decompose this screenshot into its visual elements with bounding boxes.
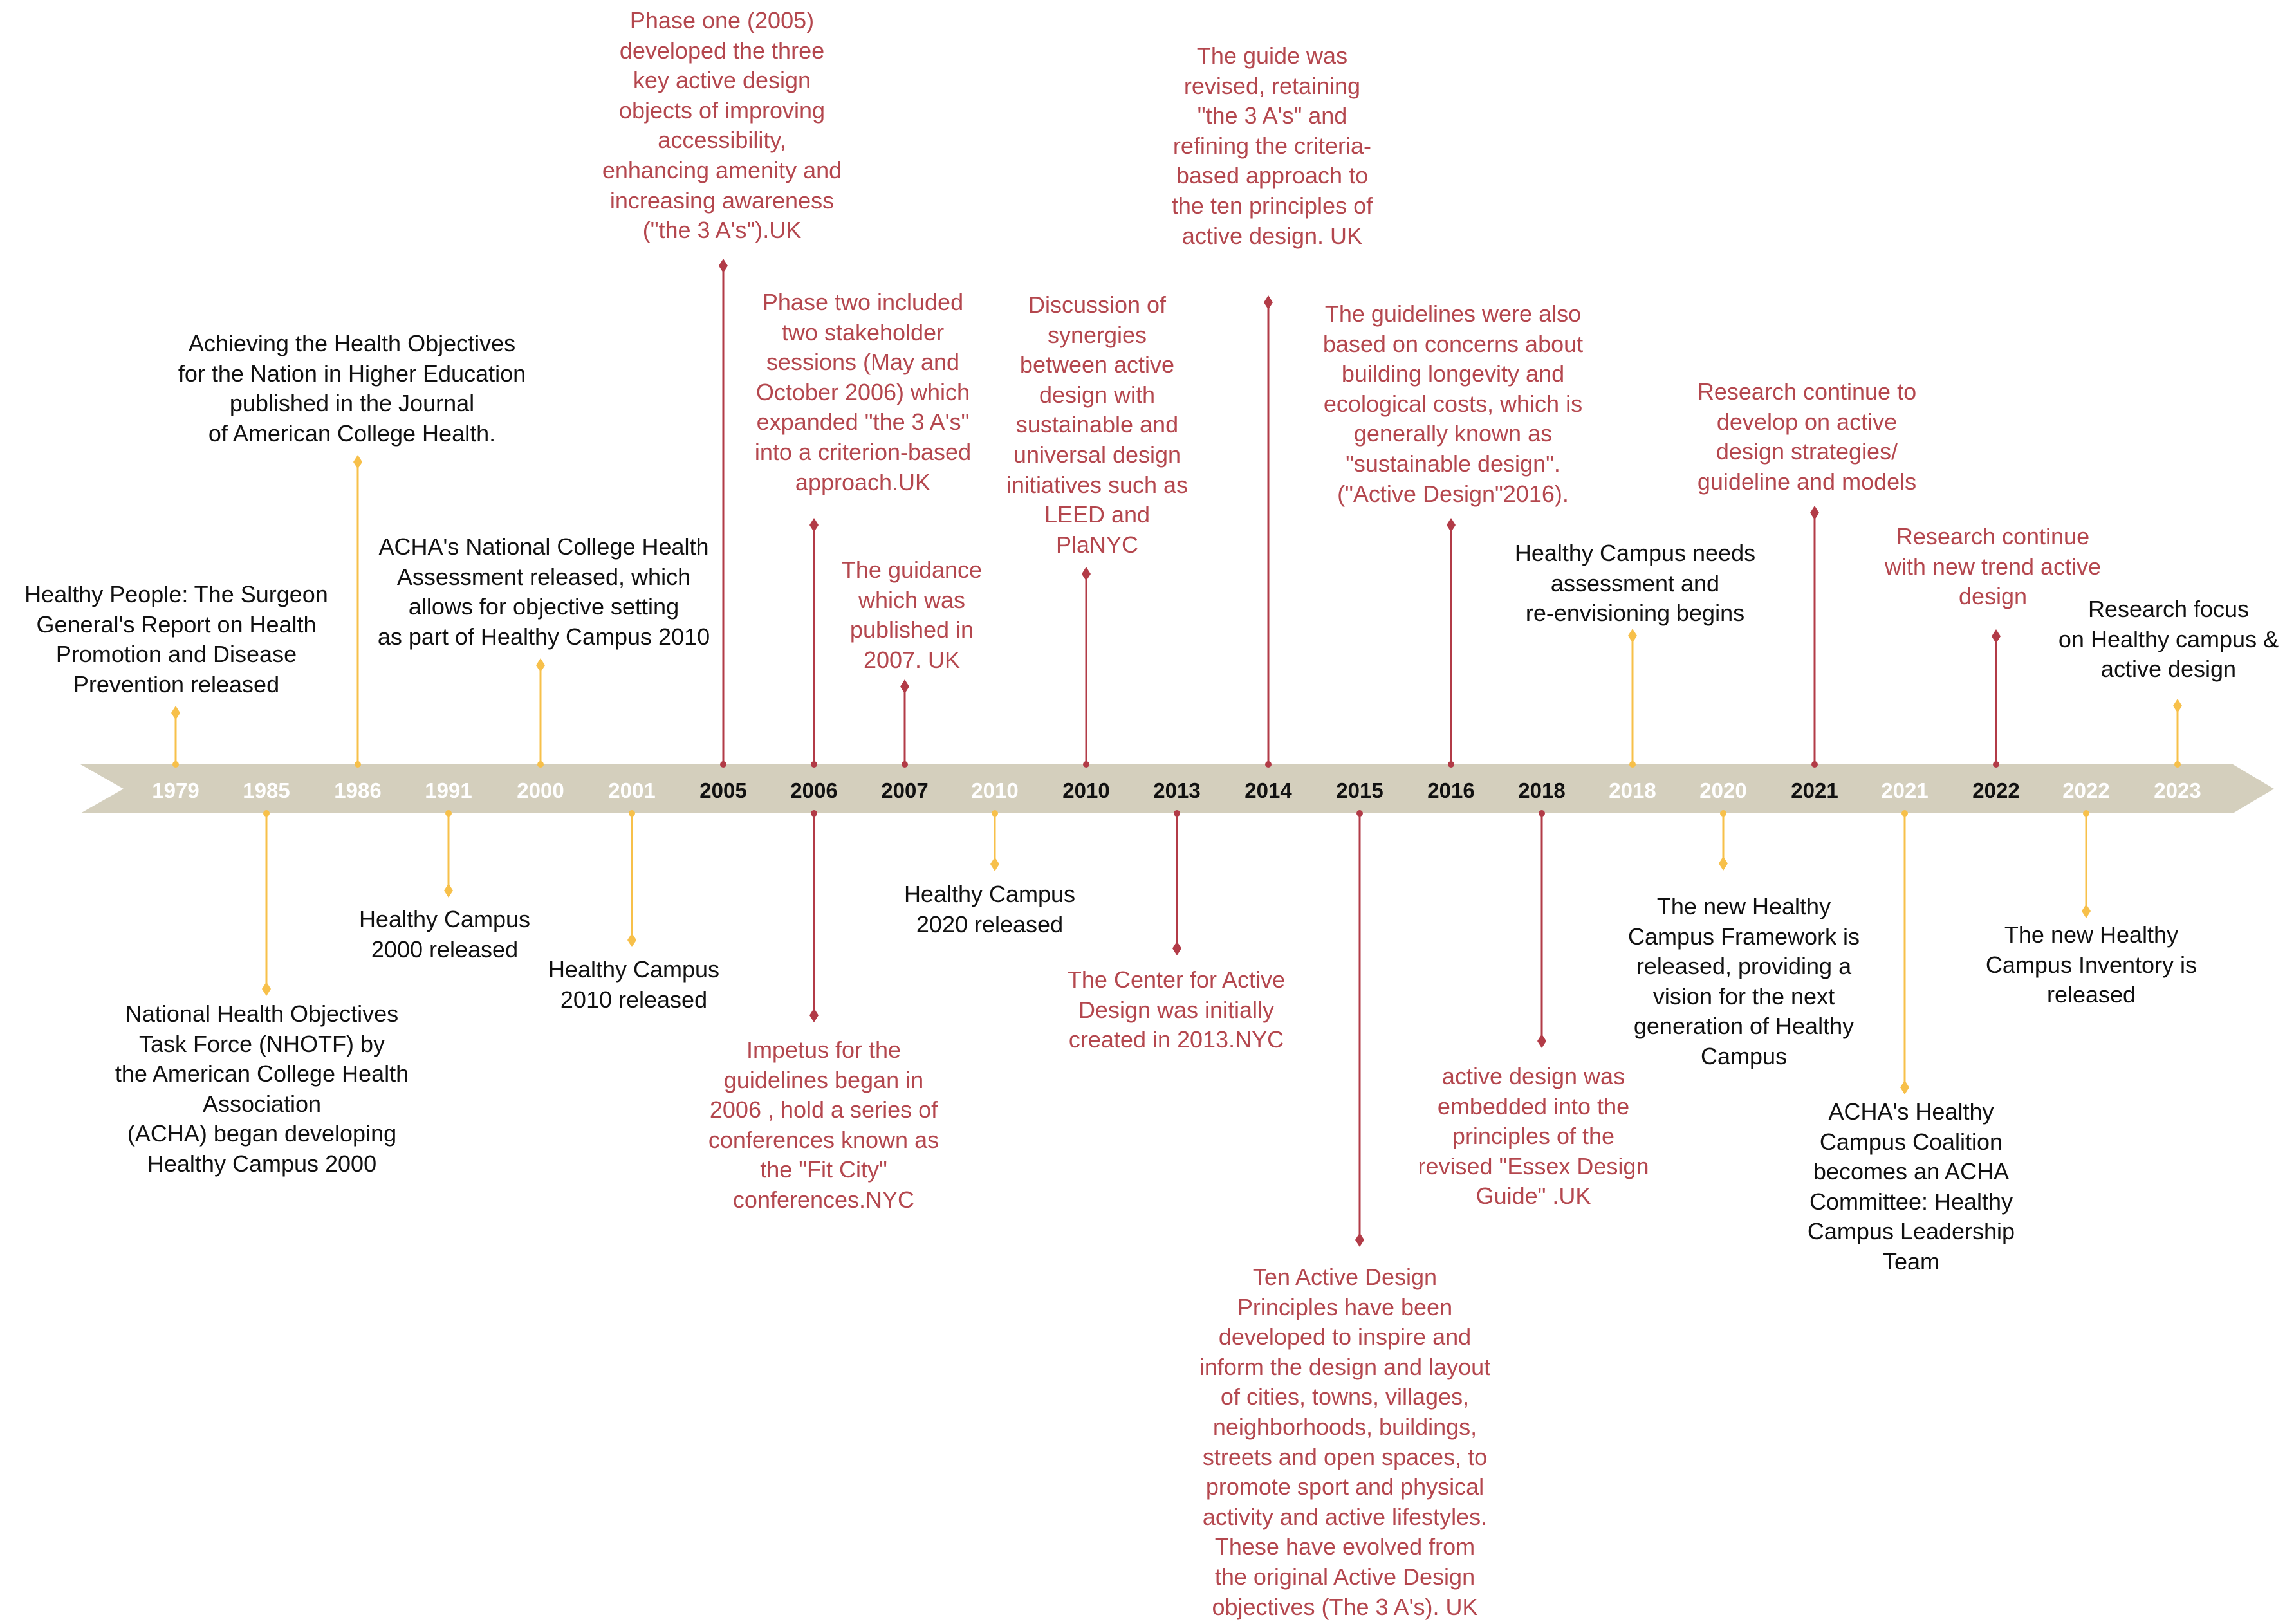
year-label-2018: 2018	[1609, 779, 1656, 802]
year-label-2014: 2014	[1244, 779, 1292, 802]
year-label-2000: 2000	[517, 779, 564, 802]
year-label-1991: 1991	[425, 779, 472, 802]
axis-dot-2022-hc-below	[2083, 810, 2089, 817]
year-label-1985: 1985	[243, 779, 290, 802]
year-label-2007: 2007	[881, 779, 929, 802]
year-label-2010: 2010	[971, 779, 1019, 802]
marker-diamond-1979-hc-above	[171, 706, 180, 720]
axis-dot-1991-hc-below	[445, 810, 452, 817]
marker-diamond-1991-hc-below	[444, 883, 453, 898]
event-text-2006-above: Phase two included two stakeholder sessions (May and October 2006) which expanded "the 3 A's" into a criterion-based approach.UK	[754, 289, 972, 495]
marker-diamond-2010-hc-below	[990, 857, 999, 871]
axis-dot-1979-hc-above	[172, 761, 179, 768]
year-label-2015: 2015	[1336, 779, 1383, 802]
year-label-2023: 2023	[2154, 779, 2201, 802]
year-label-2010: 2010	[1062, 779, 1110, 802]
year-label-2005: 2005	[699, 779, 747, 802]
marker-diamond-2007-ad-above	[900, 679, 909, 694]
year-label-2022: 2022	[1972, 779, 2020, 802]
year-label-2022: 2022	[2062, 779, 2110, 802]
marker-diamond-2005-ad-above	[719, 259, 728, 273]
event-text-2021-hc: ACHA's Healthy Campus Coalition becomes an ACHA Committee: Healthy Campus Leadership Team	[1807, 1098, 2015, 1275]
event-text-1991: Healthy Campus 2000 released	[358, 906, 531, 963]
axis-dot-2015-ad-below	[1356, 810, 1363, 817]
axis-dot-2023-hc-above	[2174, 761, 2181, 768]
year-label-2006: 2006	[790, 779, 838, 802]
marker-diamond-1985-hc-below	[262, 982, 271, 996]
marker-diamond-2021-ad-above	[1810, 506, 1819, 520]
year-label-2018: 2018	[1518, 779, 1566, 802]
axis-dot-2006-ad-below	[811, 810, 817, 817]
year-label-2001: 2001	[608, 779, 656, 802]
marker-diamond-2021-hc-below	[1900, 1080, 1909, 1094]
event-text-2023: Research focus on Healthy campus & active design	[2058, 596, 2279, 683]
marker-diamond-2006-ad-above	[809, 518, 819, 532]
event-text-2000: ACHA's National College Health Assessment released, which allows for objective setting as part of Healthy Campus 2010	[377, 533, 710, 650]
event-text-2010-hc: Healthy Campus 2020 released	[903, 881, 1076, 937]
axis-dot-2007-ad-above	[902, 761, 908, 768]
event-text-2022-hc: The new Healthy Campus Inventory is released	[1985, 921, 2197, 1008]
axis-dot-2020-hc-below	[1720, 810, 1726, 817]
year-label-2020: 2020	[1699, 779, 1747, 802]
axis-dot-2001-hc-below	[629, 810, 635, 817]
axis-dot-2014-ad-above	[1265, 761, 1272, 768]
year-label-1986: 1986	[334, 779, 382, 802]
axis-dot-2022-ad-above	[1993, 761, 1999, 768]
marker-diamond-2022-hc-below	[2082, 904, 2091, 918]
axis-dot-1985-hc-below	[263, 810, 270, 817]
event-text-2010-ad: Discussion of synergies between active design with sustainable and universal design initiatives such as LEED and PlaNYC	[1006, 291, 1189, 558]
marker-diamond-2000-hc-above	[536, 658, 545, 672]
event-text-2014: The guide was revised, retaining "the 3 A's" and refining the criteria- based approach to the ten principles of active design. UK	[1171, 42, 1373, 249]
year-label-2021: 2021	[1881, 779, 1929, 802]
event-text-1986: Achieving the Health Objectives for the Nation in Higher Education published in the Journal of American College Health.	[178, 330, 526, 447]
event-text-1979: Healthy People: The Surgeon General's Report on Health Promotion and Disease Prevention released	[24, 581, 328, 697]
axis-dot-2021-ad-above	[1811, 761, 1818, 768]
axis-dot-2006-ad-above	[811, 761, 817, 768]
marker-diamond-1986-hc-above	[353, 455, 362, 469]
axis-dot-2010-ad-above	[1083, 761, 1089, 768]
marker-diamond-2018-ad-below	[1537, 1034, 1546, 1048]
axis-dot-2021-hc-below	[1901, 810, 1908, 817]
event-text-2020: The new Healthy Campus Framework is released, providing a vision for the next generation of Healthy Campus	[1627, 893, 1860, 1069]
event-text-1985: National Health Objectives Task Force (NHOTF) by the American College Health Association (ACHA) began developing Healthy Campus 2000	[115, 1001, 409, 1177]
marker-diamond-2018-hc-above	[1628, 629, 1637, 643]
year-label-2021: 2021	[1791, 779, 1838, 802]
marker-diamond-2020-hc-below	[1719, 856, 1728, 871]
axis-dot-2018-ad-below	[1539, 810, 1545, 817]
axis-dot-2000-hc-above	[537, 761, 544, 768]
year-label-1979: 1979	[152, 779, 199, 802]
event-text-2007: The guidance which was published in 2007. UK	[841, 557, 983, 673]
event-text-2018-hc: Healthy Campus needs assessment and re-envisioning begins	[1514, 540, 1756, 627]
year-label-2013: 2013	[1153, 779, 1201, 802]
axis-dot-2018-hc-above	[1629, 761, 1636, 768]
year-label-2016: 2016	[1427, 779, 1475, 802]
event-text-2022-ad: Research continue with new trend active design	[1884, 523, 2102, 610]
event-text-2016: The guidelines were also based on concerns about building longevity and ecological costs, which is generally known as "sustainable design". ("Active Design"2016).	[1322, 300, 1584, 507]
axis-dot-1986-hc-above	[355, 761, 361, 768]
event-text-2021-ad: Research continue to develop on active design strategies/ guideline and models	[1697, 378, 1917, 495]
marker-diamond-2013-ad-below	[1172, 941, 1181, 955]
axis-dot-2005-ad-above	[720, 761, 726, 768]
event-text-2001: Healthy Campus 2010 released	[548, 956, 720, 1013]
event-text-2013: The Center for Active Design was initially created in 2013.NYC	[1067, 966, 1286, 1053]
event-text-2015: Ten Active Design Principles have been developed to inspire and inform the design and layout of cities, towns, villages, neighborhoods, buildings, streets and open spaces, to promote sport and physical activity and active lifestyles. These have evolved from the original Active Design objectives (The 3 A's). UK	[1199, 1264, 1491, 1620]
axis-dot-2013-ad-below	[1174, 810, 1180, 817]
event-text-2006-below: Impetus for the guidelines began in 2006 , hold a series of conferences known as the "Fit City" conferences.NYC	[708, 1037, 939, 1213]
marker-diamond-2015-ad-below	[1355, 1233, 1364, 1247]
axis-dot-2016-ad-above	[1448, 761, 1454, 768]
event-text-2018-ad: active design was embedded into the principles of the revised "Essex Design Guide" .UK	[1418, 1063, 1649, 1210]
event-text-2005: Phase one (2005) developed the three key active design objects of improving accessibility, enhancing amenity and increasing awareness ("the 3 A's").UK	[602, 7, 842, 244]
axis-dot-2010-hc-below	[992, 810, 998, 817]
marker-diamond-2023-hc-above	[2173, 699, 2182, 713]
marker-diamond-2016-ad-above	[1447, 518, 1456, 532]
